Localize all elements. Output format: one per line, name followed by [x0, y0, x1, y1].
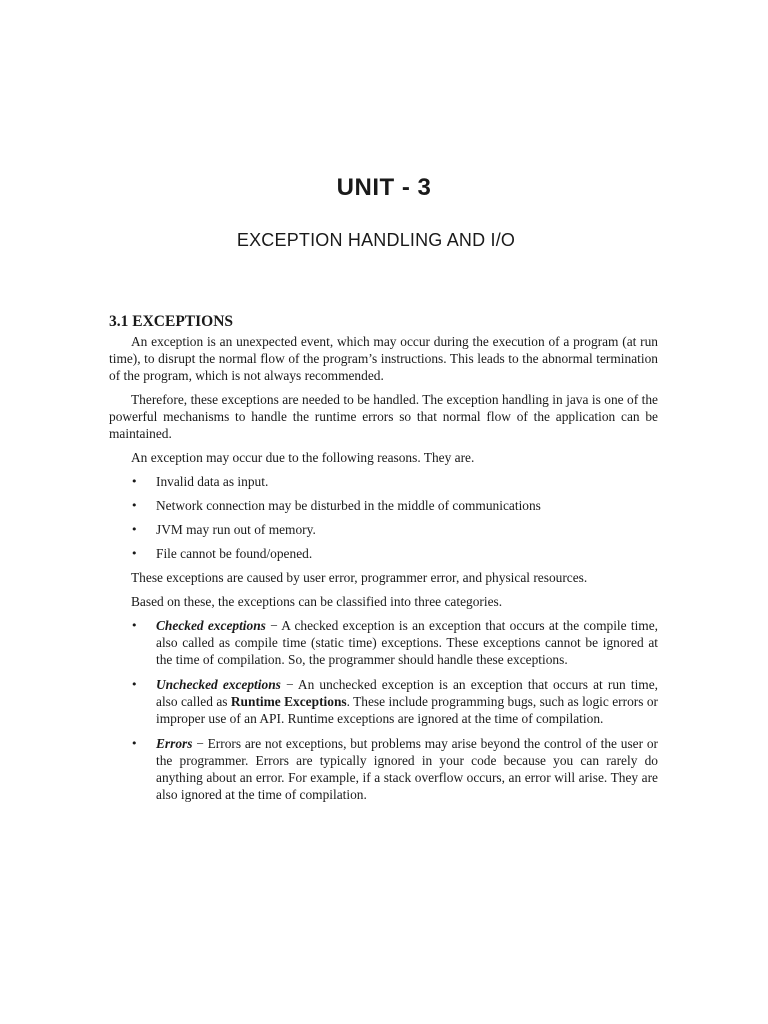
categories-list — [109, 617, 658, 803]
list-item-text: File cannot be found/opened. — [156, 546, 313, 561]
section-content — [109, 313, 658, 811]
section-heading: 3.1 EXCEPTIONS — [109, 313, 234, 330]
list-item — [109, 473, 658, 490]
category-description-end: . These include programming bugs, such as logic errors or improper use of an API. Runtime exceptions are ignored at the time of compilation. — [156, 694, 659, 726]
category-description: An unchecked exception is an exception that occurs at run time, also called as — [156, 677, 658, 709]
reasons-list — [109, 473, 658, 562]
paragraph-definition: An exception is an unexpected event, which may occur during the execution of a program (at run time), to disrupt the normal flow of the program’s instructions. This leads to the abnormal termination of the program, which is not always recommended. — [109, 334, 658, 383]
list-item-text: JVM may run out of memory. — [156, 522, 316, 537]
list-item — [109, 676, 658, 727]
chapter-title: EXCEPTION HANDLING AND I/O — [236, 230, 516, 250]
category-separator: − — [280, 677, 298, 692]
category-term: Errors — [156, 736, 193, 751]
list-item — [109, 735, 658, 803]
list-item-text: Invalid data as input. — [156, 474, 269, 489]
paragraph-handling: Therefore, these exceptions are needed to be handled. The exception handling in java is one of the powerful mechanisms to handle the runtime errors so that normal flow of the application can be maintained. — [109, 392, 658, 441]
bullet-icon: • — [131, 499, 138, 512]
bullet-icon: • — [131, 737, 138, 750]
list-item-text: Network connection may be disturbed in the middle of communications — [156, 498, 541, 513]
category-highlight: Runtime Exceptions — [230, 694, 347, 709]
bullet-icon: • — [131, 547, 138, 560]
list-item — [109, 521, 658, 538]
bullet-icon: • — [131, 678, 138, 691]
category-description: Errors are not exceptions, but problems may arise beyond the control of the user or the programmer. Errors are typically ignored in your code because you can rarely do anything about an error. For example, if a stack overflow occurs, an error will arise. They are also ignored at the time of compilation. — [156, 736, 658, 802]
list-item — [109, 545, 658, 562]
category-separator: − — [192, 736, 208, 751]
paragraph-causes: These exceptions are caused by user error, programmer error, and physical resources. — [131, 570, 588, 585]
bullet-icon: • — [131, 523, 138, 536]
unit-title: UNIT - 3 — [336, 174, 432, 201]
category-term: Checked exceptions — [156, 618, 266, 633]
paragraph-categories-intro: Based on these, the exceptions can be classified into three categories. — [131, 594, 503, 609]
bullet-icon: • — [131, 475, 138, 488]
category-term: Unchecked exceptions — [156, 677, 281, 692]
category-separator: − — [265, 618, 282, 633]
bullet-icon: • — [131, 619, 138, 632]
list-item — [109, 497, 658, 514]
paragraph-reasons-intro: An exception may occur due to the following reasons. They are. — [131, 450, 475, 465]
list-item — [109, 617, 658, 668]
category-description: A checked exception is an exception that occurs at the compile time, also called as compile time (static time) exceptions. These exceptions cannot be ignored at the time of compilation. So, the programmer should handle these exceptions. — [156, 618, 658, 667]
